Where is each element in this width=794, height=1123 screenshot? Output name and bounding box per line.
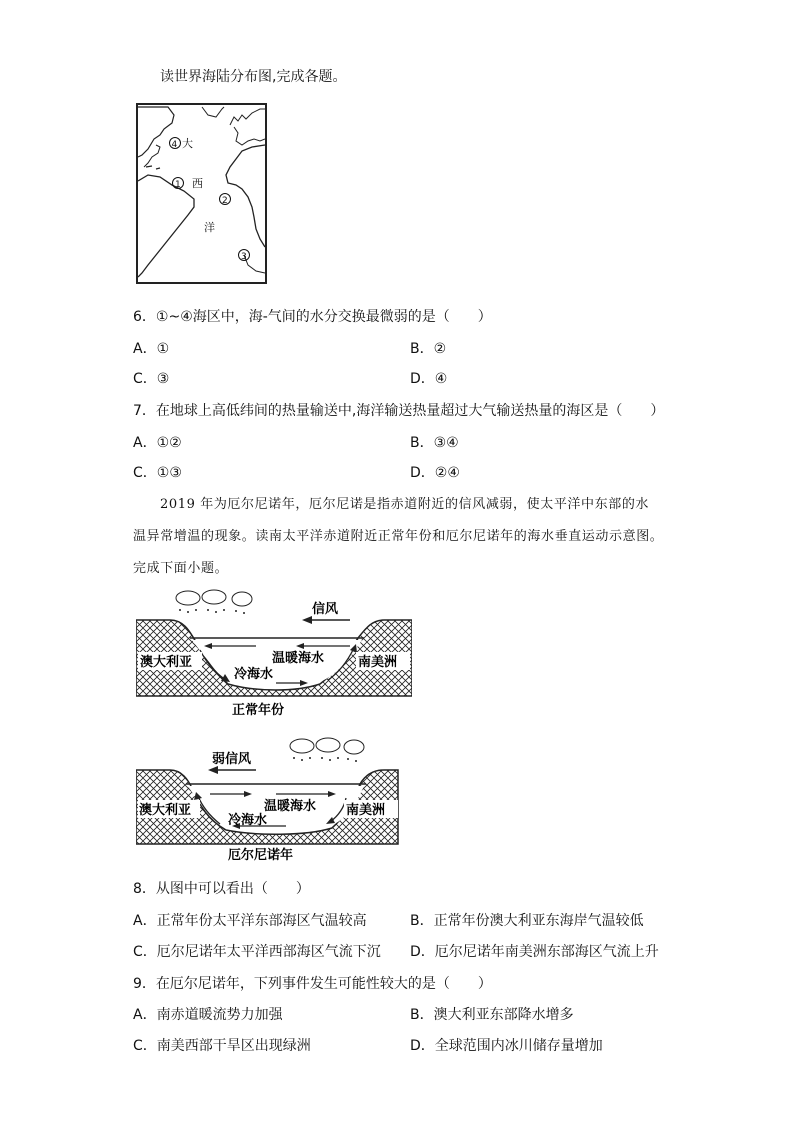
q9-option-b[interactable]: B．澳大利亚东部降水增多: [410, 1007, 574, 1023]
q8-option-a[interactable]: A．正常年份太平洋东部海区气温较高: [133, 913, 367, 929]
svg-text:4: 4: [171, 140, 178, 150]
q6-option-b[interactable]: B．②: [410, 341, 447, 357]
normal-wind-label: 信风: [312, 602, 339, 617]
map-label-yang: 洋: [204, 221, 215, 234]
q8-option-c[interactable]: C．厄尔尼诺年太平洋西部海区气流下沉: [133, 944, 381, 960]
elnino-right-label: 南美洲: [346, 803, 386, 818]
svg-text:2: 2: [222, 196, 228, 206]
q9-option-a[interactable]: A．南赤道暖流势力加强: [133, 1007, 283, 1023]
q9-option-c[interactable]: C．南美西部干旱区出现绿洲: [133, 1038, 311, 1054]
q6-option-d[interactable]: D．④: [410, 371, 448, 387]
map-drawing: [138, 105, 265, 282]
normal-cold-label: 冷海水: [234, 667, 274, 682]
svg-text:1: 1: [175, 180, 181, 190]
q8-option-d[interactable]: D．厄尔尼诺年南美洲东部海区气流上升: [410, 944, 659, 960]
q6-option-a[interactable]: A．①: [133, 341, 170, 357]
q7-option-c[interactable]: C．①③: [133, 465, 182, 481]
svg-text:3: 3: [241, 252, 247, 262]
intro2-line2: 温异常增温的现象。读南太平洋赤道附近正常年份和厄尔尼诺年的海水垂直运动示意图。: [133, 529, 664, 544]
q9-stem: 9．在厄尔尼诺年，下列事件发生可能性较大的是（ ）: [133, 976, 492, 992]
normal-left-label: 澳大利亚: [140, 655, 193, 670]
q9-option-d[interactable]: D．全球范围内冰川储存量增加: [410, 1038, 603, 1054]
figure-elnino-year: [136, 736, 412, 864]
q7-option-d[interactable]: D．②④: [410, 465, 460, 481]
elnino-wind-label: 弱信风: [212, 752, 252, 767]
figure-normal-year: [136, 586, 412, 722]
q6-option-c[interactable]: C．③: [133, 371, 170, 387]
map-label-xi: 西: [192, 177, 203, 190]
q7-stem: 7．在地球上高低纬间的热量输送中,海洋输送热量超过大气输送热量的海区是（ ）: [133, 403, 665, 419]
normal-right-label: 南美洲: [358, 655, 398, 670]
elnino-left-label: 澳大利亚: [139, 803, 192, 818]
q8-stem: 8．从图中可以看出（ ）: [133, 881, 310, 897]
q7-option-b[interactable]: B．③④: [410, 435, 459, 451]
q6-stem: 6．①~④海区中，海-气间的水分交换最微弱的是（ ）: [133, 309, 492, 325]
intro2-line3: 完成下面小题。: [133, 561, 229, 576]
elnino-warm-label: 温暖海水: [264, 799, 317, 814]
normal-caption: 正常年份: [232, 703, 285, 718]
intro2-line1: 2019 年为厄尔尼诺年，厄尔尼诺是指赤道附近的信风减弱，使太平洋中东部的水: [160, 497, 650, 512]
q7-option-a[interactable]: A．①②: [133, 435, 182, 451]
elnino-cold-label: 冷海水: [228, 813, 268, 828]
q8-option-b[interactable]: B．正常年份澳大利亚东海岸气温较低: [410, 913, 644, 929]
map-label-da: 大: [182, 137, 193, 150]
elnino-caption: 厄尔尼诺年: [228, 848, 294, 863]
intro-text: 读世界海陆分布图,完成各题。: [160, 69, 347, 85]
world-sea-land-map: [136, 103, 267, 284]
normal-warm-label: 温暖海水: [272, 651, 325, 666]
